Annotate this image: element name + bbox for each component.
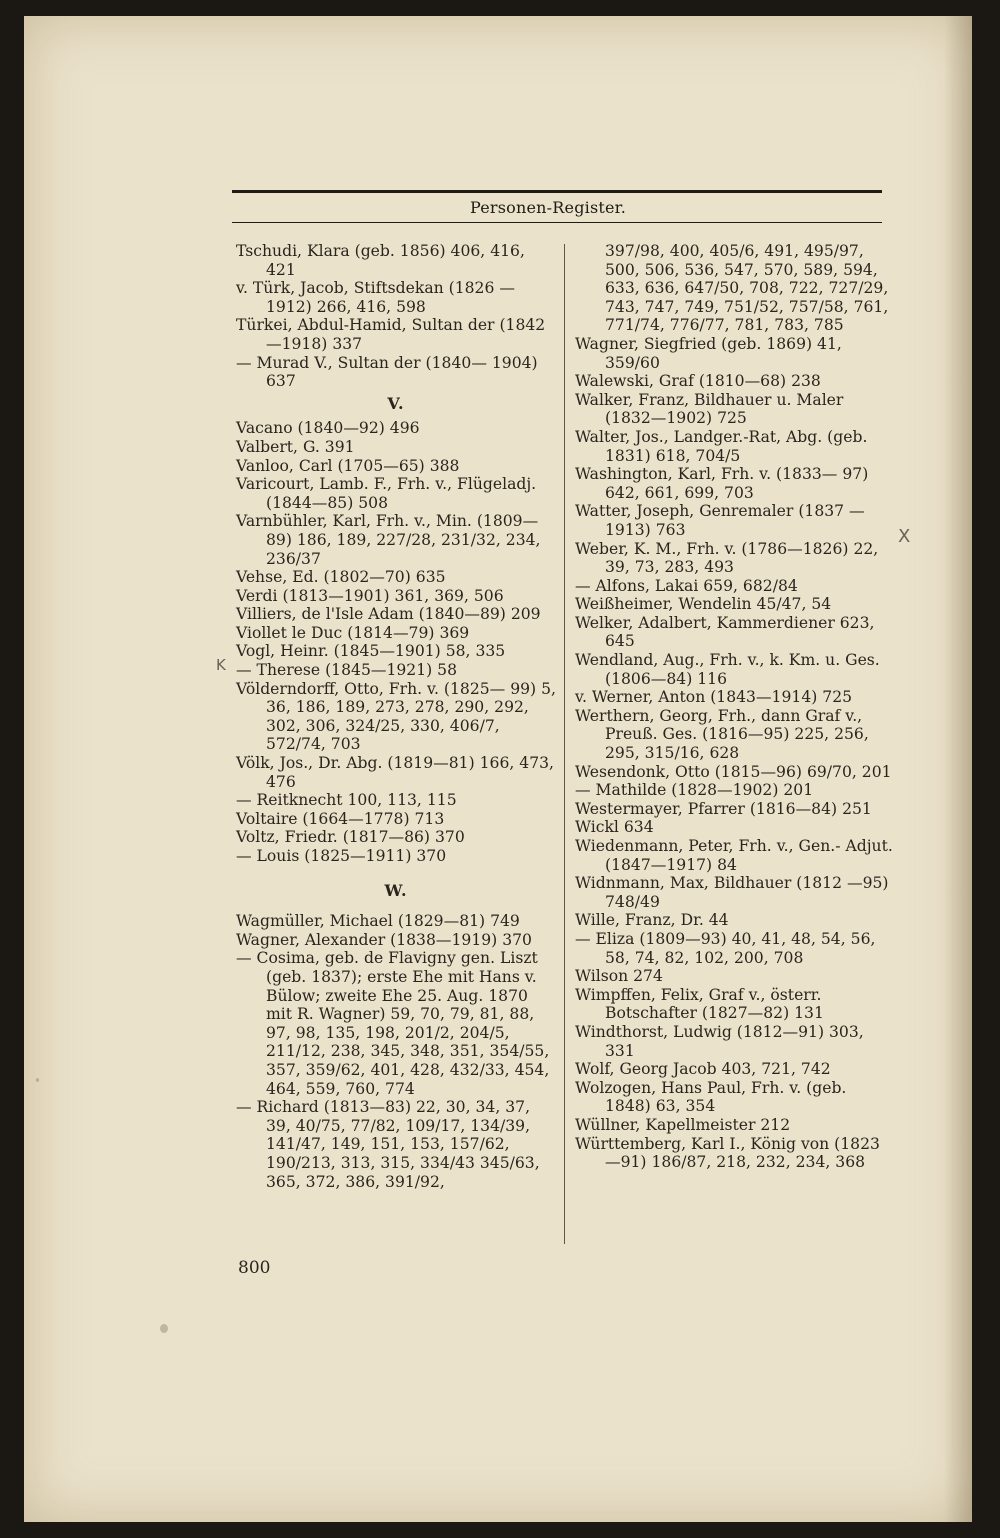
index-entry: Weißheimer, Wendelin 45/47, 54	[575, 595, 832, 614]
index-entry: Vacano (1840—92) 496	[236, 419, 420, 438]
index-entry: Windthorst, Ludwig (1812—91) 303, 331	[575, 1022, 864, 1060]
margin-mark-left: K	[216, 656, 226, 674]
index-entry: — Louis (1825—1911) 370	[236, 847, 447, 865]
index-entry: Werthern, Georg, Frh., dann Graf v., Preuß. Ges. (1816—95) 225, 256, 295, 315/16, 628	[575, 706, 869, 763]
page-number: 800	[238, 1258, 271, 1278]
index-entry: Wilson 274	[575, 967, 663, 986]
header-rule-bottom	[232, 222, 882, 223]
index-entry: Westermayer, Pfarrer (1816—84) 251	[575, 799, 872, 818]
index-entry: Wille, Franz, Dr. 44	[575, 911, 729, 930]
index-entry: Voltaire (1664—1778) 713	[236, 809, 445, 828]
index-entry: Weber, K. M., Frh. v. (1786—1826) 22, 39, 73, 283, 493	[575, 539, 879, 577]
index-entry: Walewski, Graf (1810—68) 238	[575, 372, 821, 391]
index-entry: Wagmüller, Michael (1829—81) 749	[236, 912, 520, 931]
section-letter: V.	[387, 393, 405, 413]
index-entry: — Murad V., Sultan der (1840— 1904) 637	[236, 353, 538, 391]
index-entry: Württemberg, Karl I., König von (1823—91) 186/87, 218, 232, 234, 368	[575, 1134, 880, 1172]
index-entry: Wimpffen, Felix, Graf v., österr. Botschafter (1827—82) 131	[575, 985, 824, 1023]
index-entry: Varnbühler, Karl, Frh. v., Min. (1809—89) 186, 189, 227/28, 231/32, 234, 236/37	[236, 512, 541, 568]
index-entry: v. Werner, Anton (1843—1914) 725	[575, 688, 853, 707]
column-divider	[564, 244, 565, 1244]
index-entry: Wüllner, Kapellmeister 212	[575, 1115, 791, 1134]
header-rule-top	[232, 190, 882, 193]
index-column-left	[236, 242, 556, 1191]
index-entry-continuation: 397/98, 400, 405/6, 491, 495/97, 500, 506, 536, 547, 570, 589, 594, 633, 636, 647/50, 708, 722, 727/29, 743, 747, 749, 751/52, 757/58, 761, 771/74, 776/77, 781, 783, 785	[605, 242, 889, 335]
index-entry: Watter, Joseph, Genremaler (1837 —1913) 763	[575, 502, 865, 539]
section-letter: W.	[384, 880, 408, 900]
index-entry: Verdi (1813—1901) 361, 369, 506	[236, 586, 504, 605]
index-entry: — Therese (1845—1921) 58	[236, 661, 458, 680]
index-entry: v. Türk, Jacob, Stiftsdekan (1826 —1912) 266, 416, 598	[236, 279, 515, 316]
index-entry: Vanloo, Carl (1705—65) 388	[236, 456, 460, 475]
index-column-right	[575, 242, 893, 1172]
index-entry: Wesendonk, Otto (1815—96) 69/70, 201	[575, 762, 892, 781]
index-entry: Wagner, Alexander (1838—1919) 370	[236, 930, 532, 949]
index-entry: Welker, Adalbert, Kammerdiener 623, 645	[575, 613, 875, 651]
index-entry: — Richard (1813—83) 22, 30, 34, 37, 39, 40/75, 77/82, 109/17, 134/39, 141/47, 149, 151, 153, 157/62, 190/213, 313, 315, 334/43 345/63, 365, 372, 386, 391/92,	[236, 1098, 540, 1191]
index-entry: Wolf, Georg Jacob 403, 721, 742	[575, 1060, 831, 1079]
margin-mark-right: X	[898, 526, 911, 547]
index-entry: Wendland, Aug., Frh. v., k. Km. u. Ges. (1806—84) 116	[575, 651, 880, 688]
index-entry: Wolzogen, Hans Paul, Frh. v. (geb. 1848) 63, 354	[575, 1078, 847, 1116]
running-header: Personen-Register.	[470, 198, 627, 217]
index-entry: Varicourt, Lamb. F., Frh. v., Flügeladj. (1844—85) 508	[236, 475, 537, 512]
index-entry: Vogl, Heinr. (1845—1901) 58, 335	[236, 642, 506, 661]
index-entry: Wagner, Siegfried (geb. 1869) 41, 359/60	[575, 334, 842, 372]
index-entry: Widnmann, Max, Bildhauer (1812 —95) 748/49	[575, 874, 889, 911]
index-entry: Washington, Karl, Frh. v. (1833— 97) 642, 661, 699, 703	[575, 465, 869, 502]
index-entry: Villiers, de l'Isle Adam (1840—89) 209	[236, 605, 541, 624]
paper-stain	[36, 1078, 39, 1082]
index-entry: Wickl 634	[575, 818, 654, 837]
index-entry: — Cosima, geb. de Flavigny gen. Liszt (geb. 1837); erste Ehe mit Hans v. Bülow; zweite Ehe 25. Aug. 1870 mit R. Wagner) 59, 70, 79, 81, 88, 97, 98, 135, 198, 201/2, 204/5, 211/12, 238, 345, 348, 351, 354/55, 357, 359/62, 401, 428, 432/33, 454, 464, 559, 760, 774	[236, 949, 550, 1098]
index-entry: — Alfons, Lakai 659, 682/84	[575, 576, 798, 595]
index-entry: Viollet le Duc (1814—79) 369	[236, 623, 470, 642]
index-entry: Völderndorff, Otto, Frh. v. (1825— 99) 5, 36, 186, 189, 273, 278, 290, 292, 302, 306, 324/25, 330, 406/7, 572/74, 703	[236, 679, 556, 754]
index-entry: Wiedenmann, Peter, Frh. v., Gen.- Adjut. (1847—1917) 84	[575, 837, 893, 874]
index-entry: Tschudi, Klara (geb. 1856) 406, 416, 421	[236, 242, 525, 279]
index-entry: Walter, Jos., Landger.-Rat, Abg. (geb. 1831) 618, 704/5	[575, 427, 868, 465]
index-entry: Walker, Franz, Bildhauer u. Maler (1832—1902) 725	[575, 390, 844, 428]
page-edge-shadow	[944, 16, 972, 1522]
index-entry: Voltz, Friedr. (1817—86) 370	[236, 828, 465, 847]
index-entry: Vehse, Ed. (1802—70) 635	[236, 568, 446, 587]
index-entry: Türkei, Abdul-Hamid, Sultan der (1842—1918) 337	[236, 316, 546, 353]
index-entry: Völk, Jos., Dr. Abg. (1819—81) 166, 473, 476	[236, 754, 555, 791]
index-entry: — Reitknecht 100, 113, 115	[236, 791, 457, 810]
index-entry: — Eliza (1809—93) 40, 41, 48, 54, 56, 58, 74, 82, 102, 200, 708	[575, 929, 876, 967]
index-entry: — Mathilde (1828—1902) 201	[575, 781, 814, 800]
index-entry: Valbert, G. 391	[236, 437, 355, 456]
paper-stain	[160, 1324, 168, 1333]
